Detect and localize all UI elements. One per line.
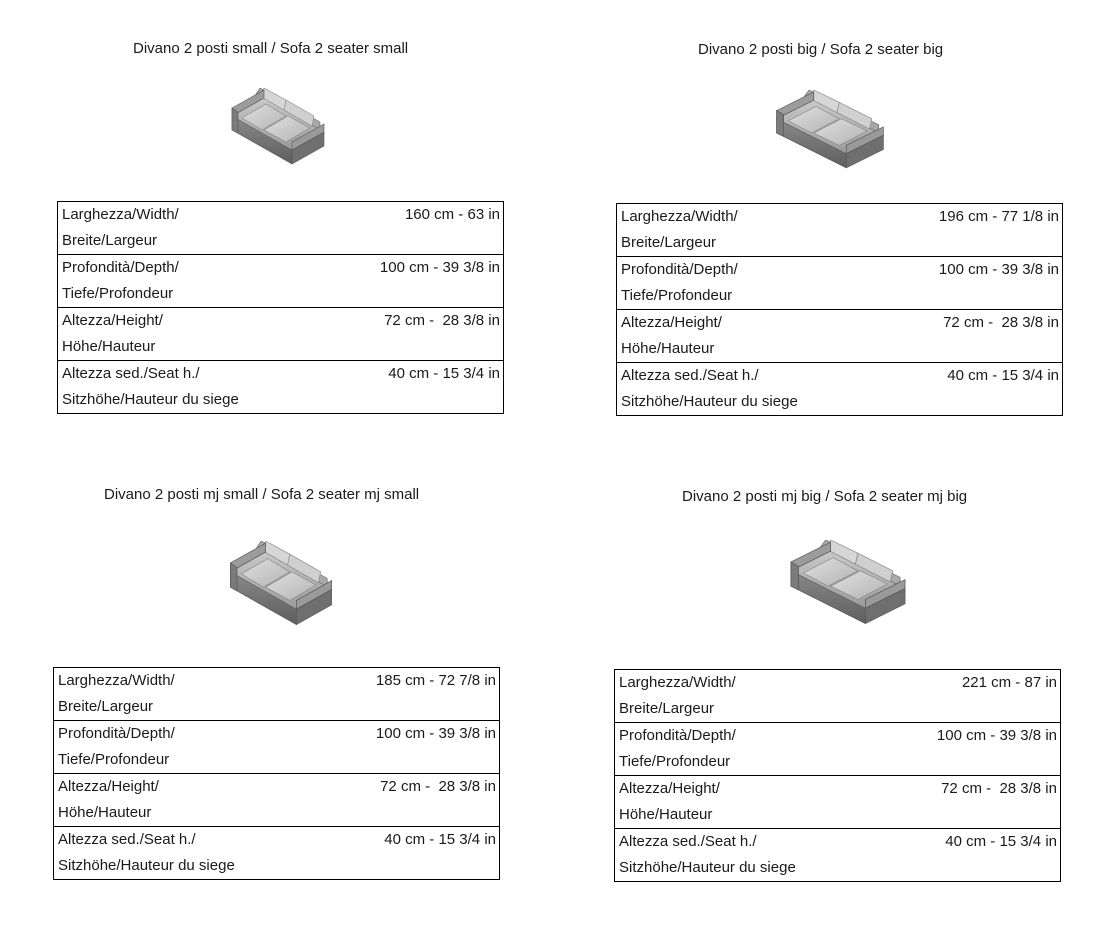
- table-row: [615, 829, 1061, 882]
- row-value: 185 cm - 72 7/8 in: [319, 668, 500, 721]
- table-row: [58, 255, 504, 308]
- table-row: [54, 774, 500, 827]
- table-row: [617, 363, 1063, 416]
- row-label: Altezza/Height/: [621, 314, 722, 331]
- row-value: 100 cm - 39 3/8 in: [880, 723, 1061, 776]
- product-title-big: Divano 2 posti big / Sofa 2 seater big: [698, 41, 944, 58]
- row-value: 100 cm - 39 3/8 in: [882, 257, 1063, 310]
- row-label: Altezza sed./Seat h./: [58, 831, 196, 848]
- row-label: Altezza sed./Seat h./: [62, 365, 200, 382]
- table-row: [54, 668, 500, 721]
- row-label: Sitzhöhe/Hauteur du siege: [62, 391, 239, 408]
- table-row: [58, 361, 504, 414]
- row-value: 221 cm - 87 in: [880, 670, 1061, 723]
- table-row: [617, 204, 1063, 257]
- row-label: Sitzhöhe/Hauteur du siege: [58, 857, 235, 874]
- row-label: Profondità/Depth/: [619, 727, 736, 744]
- row-value: 72 cm - 28 3/8 in: [880, 776, 1061, 829]
- row-value: 40 cm - 15 3/4 in: [882, 363, 1063, 416]
- row-label: Profondità/Depth/: [62, 259, 179, 276]
- row-label: Höhe/Hauteur: [619, 806, 713, 823]
- row-label: Breite/Largeur: [58, 698, 154, 715]
- table-row: [54, 827, 500, 880]
- table-row: [58, 308, 504, 361]
- table-row: [615, 776, 1061, 829]
- row-label: Sitzhöhe/Hauteur du siege: [621, 393, 798, 410]
- row-label: Altezza/Height/: [619, 780, 720, 797]
- row-label: Höhe/Hauteur: [621, 340, 715, 357]
- product-title-mj-small: Divano 2 posti mj small / Sofa 2 seater mj small: [104, 486, 420, 503]
- row-label: Breite/Largeur: [621, 234, 717, 251]
- sofa-mj-big-image: [786, 540, 910, 628]
- row-label: Tiefe/Profondeur: [62, 285, 174, 302]
- row-value: 100 cm - 39 3/8 in: [319, 721, 500, 774]
- table-row: [615, 723, 1061, 776]
- sofa-mj-small-image: [226, 541, 336, 629]
- product-title-mj-big: Divano 2 posti mj big / Sofa 2 seater mj big: [682, 488, 968, 505]
- row-label: Tiefe/Profondeur: [619, 753, 731, 770]
- row-label: Breite/Largeur: [62, 232, 158, 249]
- table-row: [615, 670, 1061, 723]
- row-value: 40 cm - 15 3/4 in: [880, 829, 1061, 882]
- table-row: [617, 257, 1063, 310]
- spec-table-small: [57, 201, 504, 414]
- row-label: Larghezza/Width/: [58, 672, 175, 689]
- spec-table-mj-big: [614, 669, 1061, 882]
- row-value: 72 cm - 28 3/8 in: [319, 774, 500, 827]
- spec-table-big: [616, 203, 1063, 416]
- table-row: [58, 202, 504, 255]
- table-row: [54, 721, 500, 774]
- row-label: Tiefe/Profondeur: [58, 751, 170, 768]
- row-label: Tiefe/Profondeur: [621, 287, 733, 304]
- row-value: 40 cm - 15 3/4 in: [323, 361, 504, 414]
- row-label: Altezza/Height/: [62, 312, 163, 329]
- row-label: Larghezza/Width/: [621, 208, 738, 225]
- row-value: 196 cm - 77 1/8 in: [882, 204, 1063, 257]
- row-label: Höhe/Hauteur: [58, 804, 152, 821]
- row-value: 100 cm - 39 3/8 in: [323, 255, 504, 308]
- row-label: Profondità/Depth/: [58, 725, 175, 742]
- table-row: [617, 310, 1063, 363]
- sofa-small-image: [228, 88, 328, 168]
- row-value: 72 cm - 28 3/8 in: [882, 310, 1063, 363]
- spec-table-mj-small: [53, 667, 500, 880]
- row-value: 72 cm - 28 3/8 in: [323, 308, 504, 361]
- row-label: Larghezza/Width/: [619, 674, 736, 691]
- row-label: Altezza sed./Seat h./: [619, 833, 757, 850]
- row-label: Altezza/Height/: [58, 778, 159, 795]
- row-label: Sitzhöhe/Hauteur du siege: [619, 859, 796, 876]
- row-label: Breite/Largeur: [619, 700, 715, 717]
- row-label: Profondità/Depth/: [621, 261, 738, 278]
- product-title-small: Divano 2 posti small / Sofa 2 seater small: [133, 40, 409, 57]
- row-value: 160 cm - 63 in: [323, 202, 504, 255]
- sofa-big-image: [772, 90, 888, 172]
- row-label: Höhe/Hauteur: [62, 338, 156, 355]
- row-label: Altezza sed./Seat h./: [621, 367, 759, 384]
- row-value: 40 cm - 15 3/4 in: [319, 827, 500, 880]
- row-label: Larghezza/Width/: [62, 206, 179, 223]
